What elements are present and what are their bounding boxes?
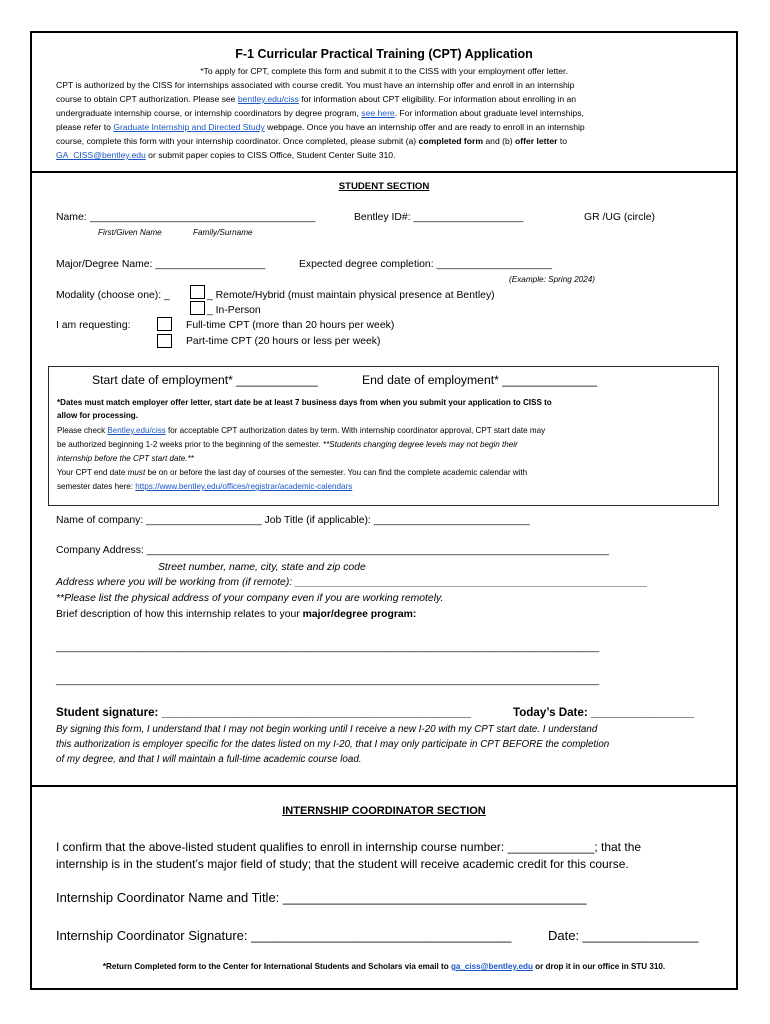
description-line-1[interactable]: ______________________________________________________________________________________________ [56,642,600,653]
expected-completion-field[interactable]: Expected degree completion: ____________________ [299,259,553,270]
return-instructions: *Return Completed form to the Center for International Students and Scholars via email to ga_ciss@bentley.edu or drop it in our office in STU 310. [102,962,666,971]
description-line-2[interactable]: ______________________________________________________________________________________________ [56,675,600,686]
intro-line-4: undergraduate internship course, or internship coordinators by degree program, see here. For information about graduate level internships, [56,108,584,118]
ga-ciss-email-link[interactable]: GA_CISS@bentley.edu [56,150,146,160]
see-here-link[interactable]: see here [361,108,395,118]
dates-note-1: *Dates must match employer offer letter, start date be at least 7 business days from when you submit your application to CISS to [57,398,552,407]
signature-note-2: this authorization is employer specific for the dates listed on my I-20, that I may only participate in CPT BEFORE the completion [56,739,610,750]
address-hint: Street number, name, city, state and zip code [158,562,366,573]
full-time-cpt-checkbox[interactable] [157,317,172,331]
coordinator-divider [30,785,738,787]
signature-note-3: of my degree, and that I will maintain a full-time academic course load. [56,754,362,765]
intro-line-3: course to obtain CPT authorization. Please see bentley.edu/ciss for information about CPT eligibility. For information about enrolling in an [56,94,577,104]
coordinator-confirm-line-2: internship is in the student’s major field of study; that the student will receive academic credit for this course. [56,857,629,871]
intro-line-1: *To apply for CPT, complete this form and submit it to the CISS with your employment offer letter. [200,66,568,76]
dates-note-3: Please check Bentley.edu/ciss for acceptable CPT authorization dates by term. With internship coordinator approval, CPT start date may [57,426,546,435]
intro-line-7: GA_CISS@bentley.edu or submit paper copies to CISS Office, Student Center Suite 310. [56,150,396,160]
coordinator-section-heading: INTERNSHIP COORDINATOR SECTION [282,805,486,817]
bentley-ciss-link[interactable]: Bentley.edu/ciss [107,426,166,435]
remote-hybrid-label: _ Remote/Hybrid (must maintain physical presence at Bentley) [207,290,495,301]
coordinator-name-title-field[interactable]: Internship Coordinator Name and Title: __________________________________________ [56,890,587,905]
end-date-field[interactable]: End date of employment* ______________ [362,373,598,387]
coordinator-signature-field[interactable]: Internship Coordinator Signature: ____________________________________ [56,928,512,943]
in-person-label: _ In-Person [207,305,261,316]
student-section-heading: STUDENT SECTION [338,181,430,192]
remote-hybrid-checkbox[interactable] [190,285,205,299]
part-time-cpt-checkbox[interactable] [157,334,172,348]
bentley-id-field[interactable]: Bentley ID#: ___________________ [354,212,524,223]
intro-line-6: course, complete this form with your internship coordinator. Once completed, please submit (a) completed form and (b) offer letter to [56,136,568,146]
academic-calendar-link[interactable]: https://www.bentley.edu/offices/registrar/academic-calendars [135,482,353,491]
name-field[interactable]: _______________________________________ [90,212,316,223]
gr-ug-option[interactable]: GR /UG (circle) [584,212,655,223]
form-title: F-1 Curricular Practical Training (CPT) Application [235,47,533,61]
coordinator-date-field[interactable]: Date: ________________ [548,928,699,943]
graduate-internship-link[interactable]: Graduate Internship and Directed Study [113,122,265,132]
dates-note-4: be authorized beginning 1-2 weeks prior to the beginning of the semester. **Students changing degree levels may not begin their [57,440,518,449]
description-label: Brief description of how this internship relates to your major/degree program: [56,609,417,620]
requesting-label: I am requesting: [56,320,131,331]
dates-note-5: internship before the CPT start date.** [57,454,194,463]
dates-note-2: allow for processing. [57,411,138,420]
completion-example: (Example: Spring 2024) [509,275,596,284]
ciss-link[interactable]: bentley.edu/ciss [237,94,299,104]
intro-line-5: please refer to Graduate Internship and Directed Study webpage. Once you have an internship offer and are ready to enroll in an internship [56,122,585,132]
full-time-cpt-label: Full-time CPT (more than 20 hours per week) [186,320,395,331]
name-label: Name: [56,212,87,223]
signature-note-1: By signing this form, I understand that I may not begin working until I receive a new I-20 with my CPT start date. I understand [56,724,598,735]
company-job-title-fields[interactable]: Name of company: ____________________ Job Title (if applicable): ___________________________ [56,515,530,526]
start-date-field[interactable]: Start date of employment* ____________ [92,373,318,387]
section-divider [30,171,738,173]
family-name-hint: Family/Surname [193,228,253,237]
today-date-field[interactable]: Today’s Date: ________________ [513,706,695,719]
part-time-cpt-label: Part-time CPT (20 hours or less per week) [186,336,381,347]
coordinator-confirm-line-1: I confirm that the above-listed student qualifies to enroll in internship course number: _____________; that the [56,840,642,854]
intro-line-2: CPT is authorized by the CISS for internships associated with course credit. You must have an internship offer and enroll in an internship [56,80,575,90]
remote-address-note: **Please list the physical address of your company even if you are working remotely. [56,593,444,604]
dates-note-6: Your CPT end date must be on or before the last day of courses of the semester. You can find the complete academic calendar with [57,468,528,477]
company-address-field[interactable]: Company Address: ________________________________________________________________________________ [56,545,609,556]
student-signature-field[interactable]: Student signature: ________________________________________________ [56,706,472,719]
dates-note-7: semester dates here: https://www.bentley.edu/offices/registrar/academic-calendars [57,482,353,491]
return-email-link[interactable]: ga_ciss@bentley.edu [450,962,533,971]
modality-label: Modality (choose one): _ [56,290,170,301]
remote-address-field[interactable]: Address where you will be working from (if remote): _____________________________________________________________ [56,577,648,588]
major-field[interactable]: Major/Degree Name: ___________________ [56,259,266,270]
first-name-hint: First/Given Name [98,228,162,237]
in-person-checkbox[interactable] [190,301,205,315]
